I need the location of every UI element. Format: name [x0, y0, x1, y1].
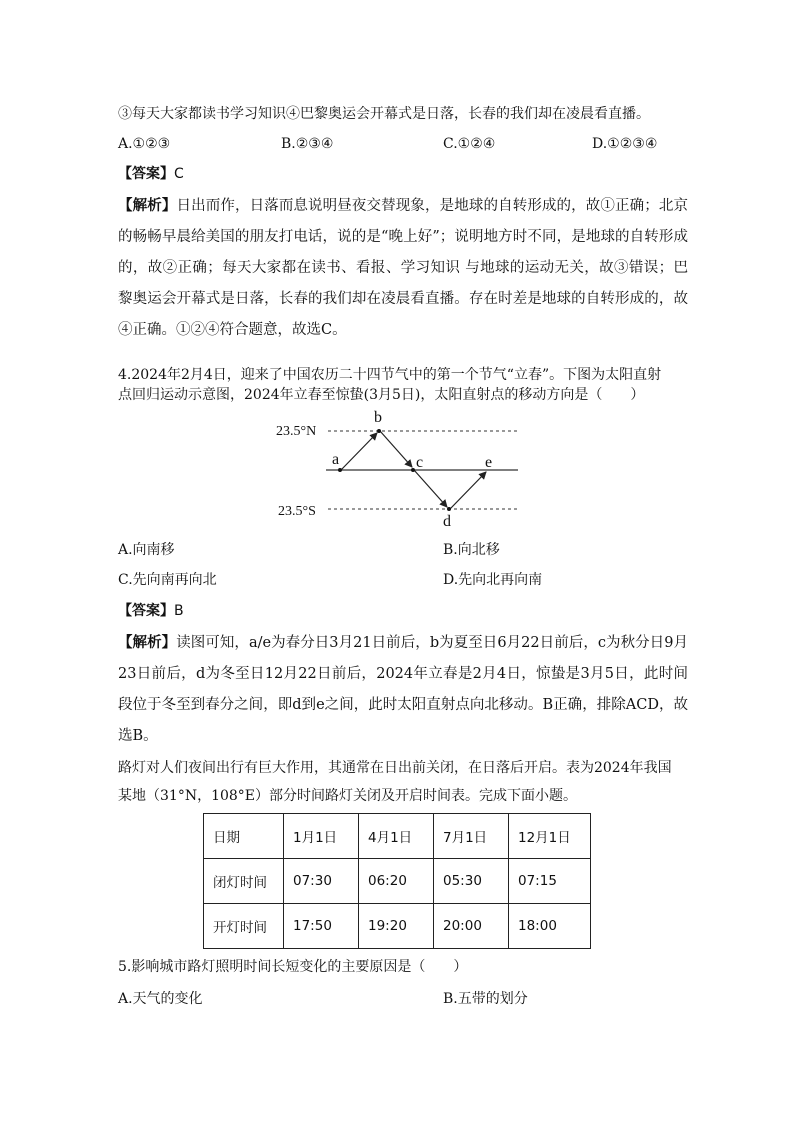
q4-answer-value: B: [174, 603, 184, 619]
path-d-to-e: [450, 472, 486, 509]
label-point-b: b: [374, 409, 382, 426]
q4-analysis: [118, 627, 688, 752]
point-d-dot: [447, 507, 451, 511]
q5-option-b: B.五带的划分: [443, 991, 528, 1007]
q4-answer-label: 【答案】: [118, 603, 174, 619]
q4-option-c: C.先向南再向北: [118, 572, 217, 588]
table-cell: 07:30: [284, 859, 359, 904]
q3-analysis-text: 日出而作，日落而息说明昼夜交替现象，是地球的自转形成的，故①正确；北京的畅畅早晨给美国的朋友打电话，说的是“晚上好”；说明地方时不同，是地球的自转形成的，故②正确；每天大家都在读书、看报、学习知识 与地球的运动无关，故③错误；巴黎奥运会开幕式是日落，长春的我们却在凌晨看直播。存在时差是地球的自转形成的，故④正确。①②④符合题意，故选C。: [118, 198, 689, 338]
table-header-row: [204, 814, 591, 859]
q3-answer: [118, 164, 184, 184]
q4-answer: [118, 601, 184, 621]
q3-option-b: B.②③④: [281, 136, 334, 152]
q3-continued-line: ③每天大家都读书学习知识④巴黎奥运会开幕式是日落，长春的我们却在凌晨看直播。: [118, 106, 650, 122]
solar-migration-diagram: [260, 404, 540, 530]
q4-option-a: A.向南移: [118, 542, 175, 558]
q5-option-a: A.天气的变化: [118, 991, 203, 1007]
table-cell: 06:20: [359, 859, 434, 904]
table-header-cell: 12月1日: [509, 814, 591, 859]
q3-option-a: A.①②③: [118, 136, 171, 152]
q4-analysis-text: 读图可知，a/e为春分日3月21日前后，b为夏至日6月22日前后，c为秋分日9月23日前后，d为冬至日12月22日前后，2024年立春是2月4日，惊蛰是3月5日，此时间段位于冬至到春分之间，即d到e之间，此时太阳直射点向北移动。B正确，排除ACD，故选B。: [118, 635, 689, 744]
shared-intro-line1: 路灯对人们夜间出行有巨大作用，其通常在日出前关闭，在日落后开启。表为2024年我国: [118, 760, 672, 776]
table-cell: 19:20: [359, 904, 434, 949]
label-23-5-s: 23.5°S: [278, 504, 316, 519]
table-header-cell: 4月1日: [359, 814, 434, 859]
shared-intro-line2: 某地（31°N，108°E）部分时间路灯关闭及开启时间表。完成下面小题。: [118, 788, 578, 804]
path-b-to-c: [380, 431, 412, 467]
q3-analysis-label: 【解析】: [118, 197, 177, 214]
table-header-cell: 日期: [204, 814, 284, 859]
q3-answer-value: C: [174, 166, 184, 182]
label-point-e: e: [485, 454, 493, 471]
q4-stem-line1: 4.2024年2月4日，迎来了中国农历二十四节气中的第一个节气“立春”。下图为太阳直射: [118, 367, 662, 383]
q3-option-d: D.①②③④: [592, 136, 658, 152]
q3-option-c: C.①②④: [443, 136, 496, 152]
point-c-dot: [411, 468, 415, 472]
table-cell: 18:00: [509, 904, 591, 949]
q5-stem: 5.影响城市路灯照明时间长短变化的主要原因是（ ）: [118, 959, 468, 975]
path-a-to-b: [341, 433, 377, 470]
q4-option-b: B.向北移: [443, 542, 500, 558]
q4-stem-line2: 点回归运动示意图，2024年立春至惊蛰(3月5日)，太阳直射点的移动方向是（ ）: [118, 387, 645, 403]
label-23-5-n: 23.5°N: [276, 424, 317, 439]
table-cell: 17:50: [284, 904, 359, 949]
q4-analysis-label: 【解析】: [118, 634, 177, 651]
table-header-cell: 1月1日: [284, 814, 359, 859]
table-cell: 开灯时间: [204, 904, 284, 949]
q3-answer-label: 【答案】: [118, 166, 174, 182]
streetlight-schedule-table: [203, 813, 591, 949]
table-cell: 20:00: [434, 904, 509, 949]
table-cell: 07:15: [509, 859, 591, 904]
label-point-a: a: [332, 451, 340, 468]
path-c-to-d: [414, 470, 447, 507]
table-cell: 闭灯时间: [204, 859, 284, 904]
label-point-c: c: [416, 454, 424, 471]
table-row: [204, 859, 591, 904]
table-row: [204, 904, 591, 949]
table-header-cell: 7月1日: [434, 814, 509, 859]
table-cell: 05:30: [434, 859, 509, 904]
q3-analysis: [118, 190, 688, 346]
point-b-dot: [377, 429, 381, 433]
point-a-dot: [338, 468, 342, 472]
q4-option-d: D.先向北再向南: [443, 572, 543, 588]
label-point-d: d: [443, 513, 451, 530]
